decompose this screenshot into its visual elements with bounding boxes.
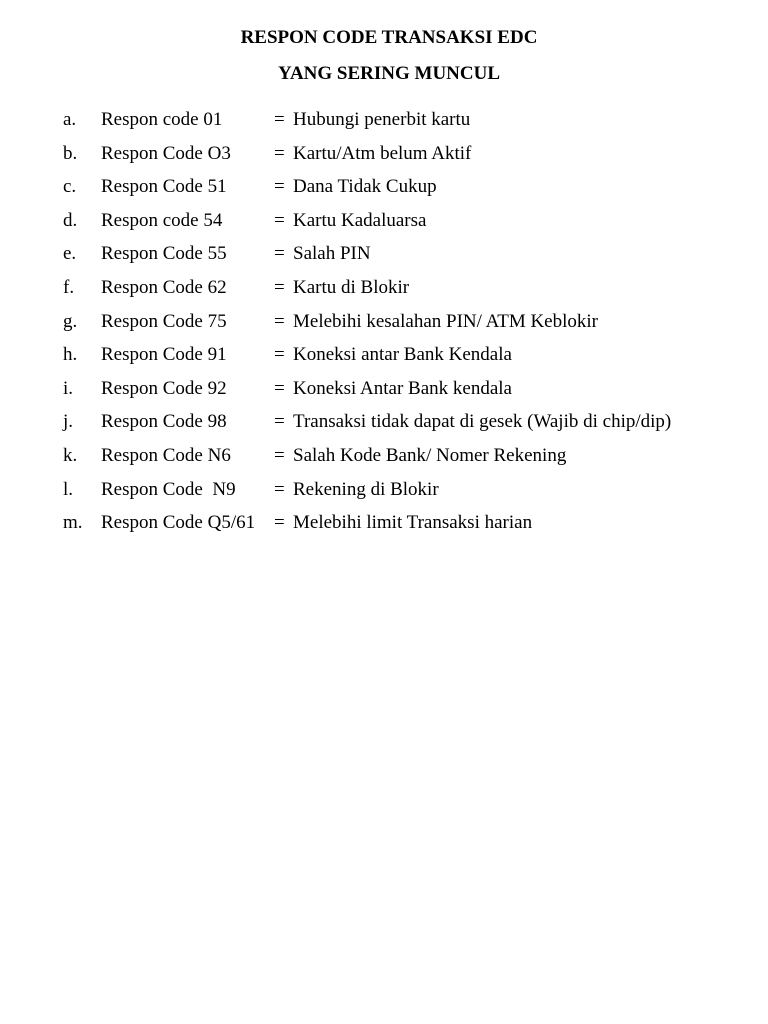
response-code: Respon Code 51 <box>101 176 227 198</box>
equals-sign: = <box>274 344 285 366</box>
response-code: Respon Code 98 <box>101 411 227 433</box>
equals-sign: = <box>274 142 285 164</box>
equals-sign: = <box>274 243 285 265</box>
list-marker: f. <box>63 276 75 298</box>
equals-sign: = <box>274 478 285 500</box>
equals-sign: = <box>274 310 285 332</box>
list-marker: m. <box>63 512 83 534</box>
document-title: RESPON CODE TRANSAKSI EDC <box>240 27 538 48</box>
equals-sign: = <box>274 176 285 198</box>
list-item <box>0 343 768 377</box>
list-marker: b. <box>63 142 78 164</box>
response-code: Respon Code 91 <box>101 344 227 366</box>
response-code: Respon Code Q5/61 <box>101 512 256 534</box>
response-description: Koneksi antar Bank Kendala <box>293 344 512 366</box>
list-item <box>0 209 768 243</box>
list-marker: g. <box>63 310 78 332</box>
response-description: Koneksi Antar Bank kendala <box>293 377 512 399</box>
list-item <box>0 175 768 209</box>
response-code: Respon Code 75 <box>101 310 227 332</box>
list-marker: d. <box>63 209 78 231</box>
response-description: Salah PIN <box>293 243 371 265</box>
list-item <box>0 142 768 176</box>
list-item <box>0 377 768 411</box>
equals-sign: = <box>274 109 285 130</box>
equals-sign: = <box>274 276 285 298</box>
response-description: Hubungi penerbit kartu <box>293 109 471 130</box>
response-description: Rekening di Blokir <box>293 478 439 500</box>
list-marker: e. <box>63 243 77 265</box>
list-marker: j. <box>63 411 74 433</box>
response-description: Kartu di Blokir <box>293 276 410 298</box>
document-subtitle: YANG SERING MUNCUL <box>277 63 501 84</box>
list-item <box>0 108 768 142</box>
list-item <box>0 444 768 478</box>
list-marker: c. <box>63 176 77 198</box>
response-code: Respon Code 62 <box>101 276 227 298</box>
response-code: Respon Code O3 <box>101 142 231 164</box>
list-item <box>0 478 768 512</box>
response-description: Kartu/Atm belum Aktif <box>293 142 472 164</box>
list-item <box>0 242 768 276</box>
equals-sign: = <box>274 209 285 231</box>
list-item <box>0 276 768 310</box>
response-code: Respon Code 92 <box>101 377 227 399</box>
response-code: Respon Code N9 <box>101 478 236 500</box>
response-description: Melebihi limit Transaksi harian <box>293 512 533 534</box>
response-description: Salah Kode Bank/ Nomer Rekening <box>293 444 567 466</box>
response-description: Dana Tidak Cukup <box>293 176 437 198</box>
response-code: Respon code 01 <box>101 109 223 130</box>
list-marker: k. <box>63 444 78 466</box>
equals-sign: = <box>274 512 285 534</box>
list-marker: a. <box>63 109 77 130</box>
response-code: Respon Code N6 <box>101 444 231 466</box>
list-marker: h. <box>63 344 78 366</box>
equals-sign: = <box>274 444 285 466</box>
list-item <box>0 511 768 545</box>
list-item <box>0 310 768 344</box>
response-description: Kartu Kadaluarsa <box>293 209 427 231</box>
response-code: Respon code 54 <box>101 209 223 231</box>
equals-sign: = <box>274 411 285 433</box>
response-code: Respon Code 55 <box>101 243 227 265</box>
response-description: Melebihi kesalahan PIN/ ATM Keblokir <box>293 310 599 332</box>
list-marker: l. <box>63 478 74 500</box>
list-marker: i. <box>63 377 74 399</box>
list-item <box>0 410 768 444</box>
response-description: Transaksi tidak dapat di gesek (Wajib di chip/dip) <box>293 411 672 433</box>
response-code-list <box>0 108 768 545</box>
equals-sign: = <box>274 377 285 399</box>
